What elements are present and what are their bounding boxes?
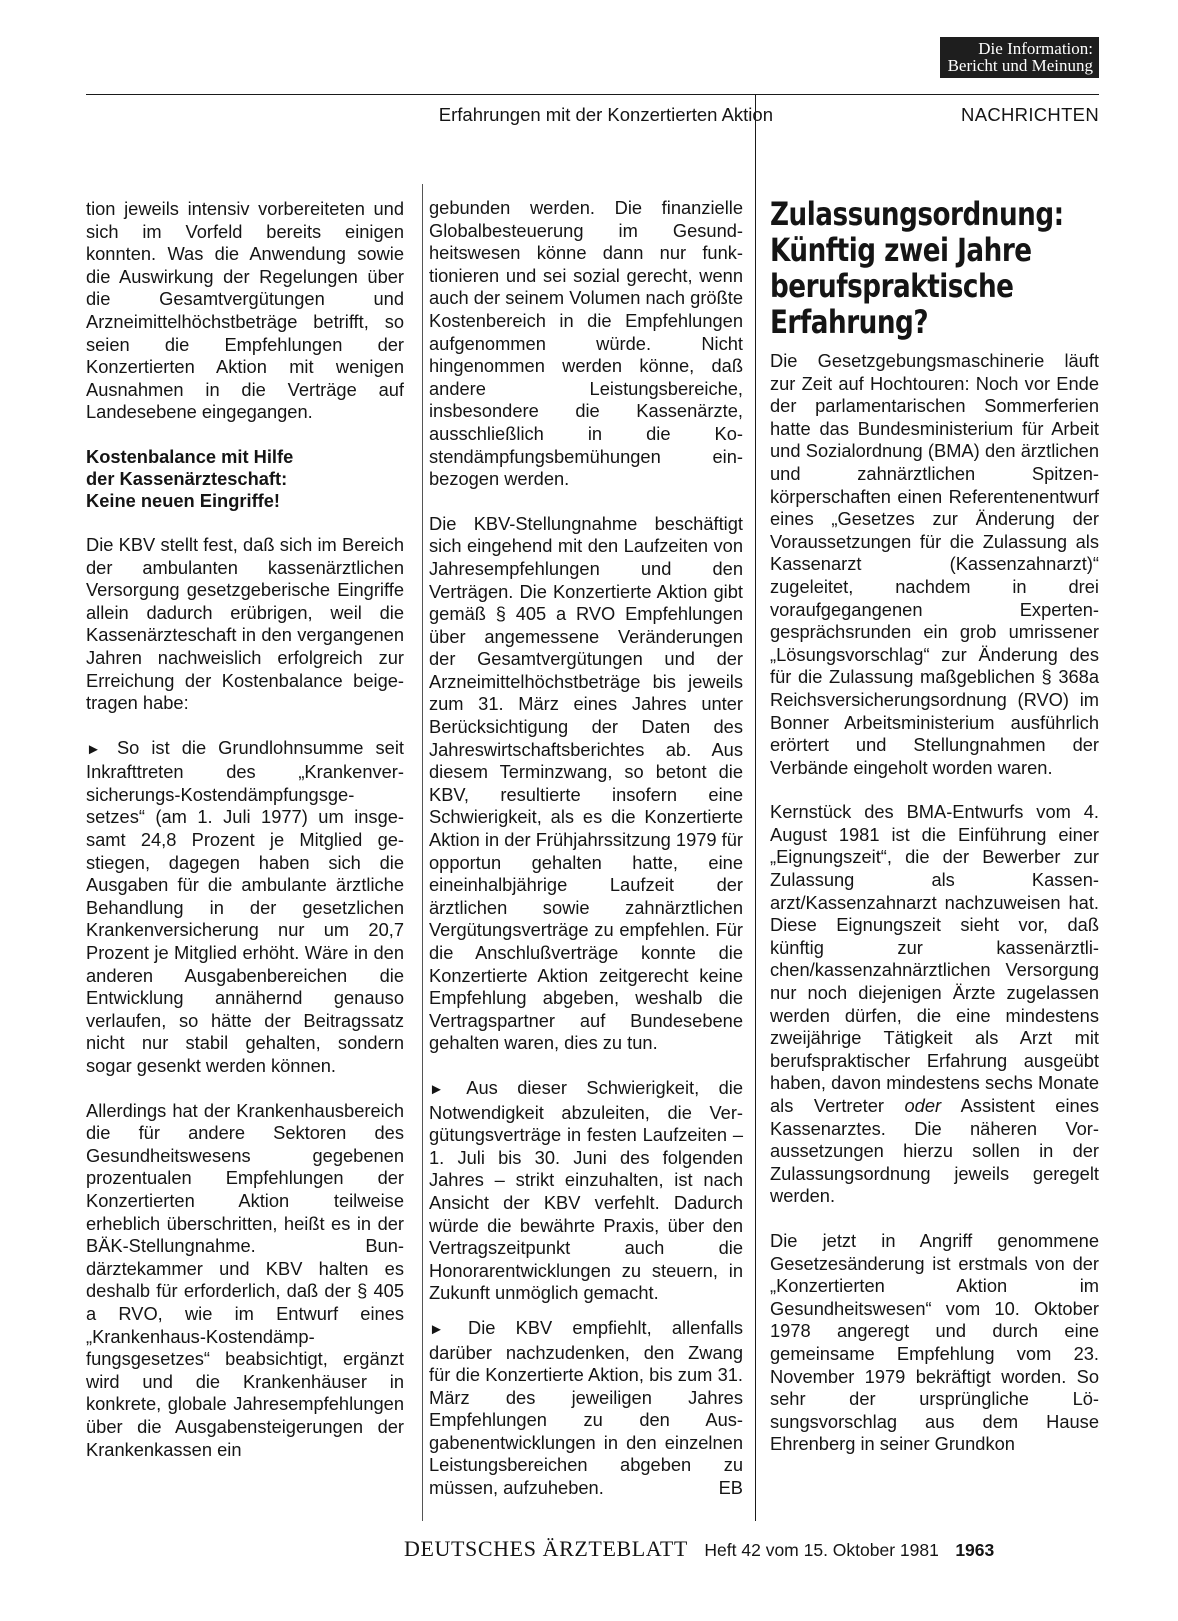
badge-line-2: Bericht und Meinung — [947, 56, 1093, 75]
running-head — [86, 104, 1099, 132]
author-signature: EB — [718, 1477, 743, 1499]
bullet-paragraph — [429, 1077, 743, 1305]
article-column-1 — [86, 198, 404, 1483]
subheading — [86, 446, 404, 512]
emphasis: oder — [904, 1095, 942, 1116]
bullet-paragraph — [429, 1317, 743, 1500]
bullet-paragraph — [86, 737, 404, 1078]
headline-line: Zulassungsordnung: — [770, 195, 1064, 233]
page-footer — [404, 1536, 994, 1562]
text-run: Kernstück des BMA-Entwurfs vom 4. August 1981 ist die Einführung einer „Eignungszeit“, die der Bewerber zur Zulassung als Kassenarzt/Kassenzahnarzt nachzuweisen hat. Diese Eignungszeit sieht vor, daß künftig zur kassenärztlichen/kassenzahnärztlichen Versorgung nur noch diejenigen Ärzte zugelassen werden dürfen, die eine mindestens zweijährige Tätigkeit als Arzt mit berufspraktischer Erfahrung ausgeübt haben, davon mindestens sechs Monate als Vertreter — [770, 801, 1099, 1116]
triangle-bullet-icon: ► — [429, 1080, 444, 1098]
running-head-title: Erfahrungen mit der Konzertierten Aktion — [438, 104, 773, 125]
bullet-text: Aus dieser Schwierigkeit, die Notwendigkeit abzuleiten, die Vergütungsverträge in festen Laufzeiten – 1. Juli bis 30. Juni des folgenden Jahres – strikt einzuhalten, ist nach Ansicht der KBV verfehlt. Dadurch würde die bewährte Praxis, über den Vertragszeitpunkt auch die Honorarentwicklungen zu steuern, in Zukunft unmöglich gemacht. — [429, 1076, 744, 1304]
paragraph: Die Gesetzgebungsmaschinerie läuft zur Zeit auf Hochtouren: Noch vor Ende der parlamentarischen Sommerferien hatte das Bundesministerium für Arbeit und Sozialordnung (BMA) den ärztlichen und zahnärztlichen Spitzenkörperschaften einen Referentenentwurf eines „Gesetzes zur Änderung der Voraussetzungen für die Zulassung als Kassenarzt (Kassenzahnarzt)“ zugeleitet, nachdem in drei voraufgegangenen Expertengesprächsrunden ein grob umrissener „Lösungsvorschlag“ zur Änderung des für die Zulassung maßgeblichen § 368a Reichsversicherungsordnung (RVO) im Bonner Arbeitsministerium ausführlich erörtert und Stellungnahmen der Verbände eingeholt worden waren. — [770, 350, 1099, 778]
page-number: 1963 — [955, 1540, 995, 1560]
paragraph: Die KBV stellt fest, daß sich im Bereich der ambulanten kassenärztlichen Versorgung gesetzgeberische Eingriffe allein dadurch erübrigen, weil die Kassenärzteschaft in den vergangenen Jahren nachweislich erfolgreich zur Erreichung der Kostenbalance beigetragen habe: — [86, 533, 404, 714]
paragraph: Die jetzt in Angriff genommene Gesetzesänderung ist erstmals von der „Konzertierten Aktion im Gesundheitswesen“ vom 10. Oktober 1978 angeregt und durch eine gemeinsame Empfehlung vom 23. November 1979 bekräftigt worden. So sehr der ursprüngliche Lösungsvorschlag aus dem Hause Ehrenberg in seiner Grundkon — [770, 1229, 1099, 1455]
triangle-bullet-icon: ► — [429, 1320, 444, 1338]
subheading-line: Kostenbalance mit Hilfe — [86, 445, 294, 467]
bullet-text: So ist die Grundlohnsumme seit Inkrafttreten des „Krankenversicherungs-Kostendämpfungsgesetzes“ (am 1. Juli 1977) um insgesamt 24,8 Prozent je Mitglied gestiegen, dagegen haben sich die Ausgaben für die ambulante ärztliche Behandlung in der gesetzlichen Krankenversicherung nur um 20,7 Prozent je Mitglied erhöht. Wäre in den anderen Ausgabenbereichen die Entwicklung annähernd genauso verlaufen, so hätte der Beitragssatz nicht nur stabil gehalten, sondern sogar gesenkt werden können. — [86, 736, 404, 1076]
article-column-3 — [770, 350, 1099, 1478]
paragraph: Allerdings hat der Krankenhausbereich die für andere Sektoren des Gesundheitswesens gegebenen prozentualen Empfehlungen der Konzertierten Aktion teilweise erheblich überschritten, heißt es in der BÄK-Stellungnahme. Bundärztekammer und KBV halten es deshalb für erforderlich, daß der § 405 a RVO, wie im Entwurf eines „Krankenhaus-Kostendämpfungsgesetzes“ beabsichtigt, ergänzt wird und die Krankenhäuser in konkrete, globale Jahresempfehlungen über die Ausgabensteigerungen der Krankenkassen ein — [86, 1099, 404, 1460]
running-head-section: NACHRICHTEN — [961, 104, 1099, 125]
text-run: Assistent eines Kassenarztes. Die näheren Voraussetzungen hierzu sollen in der Zulassungsordnung jeweils geregelt werden. — [770, 1095, 1099, 1207]
issue-info: Heft 42 vom 15. Oktober 1981 — [704, 1540, 939, 1560]
paragraph: gebunden werden. Die finanzielle Globalbesteuerung im Gesundheitswesen könne dann nur funktionieren und sei sozial gerecht, wenn auch der seinem Volumen nach größte Kostenbereich in die Empfehlungen aufgenommen würde. Nicht hingenommen werden könne, daß andere Leistungsbereiche, insbesondere die Kassenärzte, ausschließlich in die Kostendämpfungsbemühungen einbezogen werden. — [429, 197, 744, 490]
header-rule — [86, 94, 1099, 95]
column-divider-thin — [422, 184, 423, 1521]
journal-name: DEUTSCHES ÄRZTEBLATT — [404, 1536, 688, 1561]
column-divider-main — [755, 94, 756, 1521]
headline-line: Erfahrung? — [770, 303, 929, 341]
article-headline — [770, 195, 1064, 341]
paragraph — [770, 801, 1099, 1208]
badge-line-1: Die Information: — [978, 39, 1093, 58]
paragraph: Die KBV-Stellungnahme beschäftigt sich eingehend mit den Laufzeiten von Jahresempfehlungen und den Verträgen. Die Konzertierte Aktion gibt gemäß § 405 a RVO Empfehlungen über angemessene Veränderungen der Gesamtvergütungen und der Arzneimittelhöchstbeträge bis jeweils zum 31. März eines Jahres unter Berücksichtigung der Daten des Jahreswirtschaftsberichtes ab. Aus diesem Terminzwang, so betont die KBV, resultierte insofern eine Schwierigkeit, als es die Konzertierte Aktion in der Frühjahrssitzung 1979 für opportun gehalten hatte, eine eineinhalbjährige Laufzeit der ärztlichen sowie zahnärztlichen Vergütungsverträge zu empfehlen. Für die Anschlußverträge konnte die Konzertierte Aktion zeitgerecht keine Empfehlung abgeben, weshalb die Vertragspartner auf Bundesebene gehalten waren, dies zu tun. — [429, 512, 743, 1054]
article-column-2 — [429, 197, 743, 1522]
headline-line: berufspraktische — [770, 267, 1014, 305]
paragraph: tion jeweils intensiv vorbereiteten und sich im Vorfeld bereits einigen konnten. Was die Anwendung sowie die Auswirkung der Regelungen über die Gesamtvergütungen und Arzneimittelhöchstbeträge betrifft, so seien die Empfehlungen der Konzertierten Aktion mit wenigen Ausnahmen in die Verträge auf Landesebene eingegangen. — [86, 198, 404, 423]
triangle-bullet-icon: ► — [86, 740, 101, 758]
section-badge — [940, 37, 1099, 78]
subheading-line: der Kassenärzteschaft: — [86, 467, 288, 489]
subheading-line: Keine neuen Eingriffe! — [86, 489, 281, 511]
headline-line: Künftig zwei Jahre — [770, 231, 1032, 269]
bullet-text: Die KBV empfiehlt, allenfalls darüber nachzudenken, den Zwang für die Konzertierte Aktion, bis zum 31. März des jeweiligen Jahres Empfehlungen zu den Ausgabenentwicklungen in den einzelnen Leistungsbereichen abgeben zu müssen, aufzuheben. — [429, 1316, 743, 1499]
